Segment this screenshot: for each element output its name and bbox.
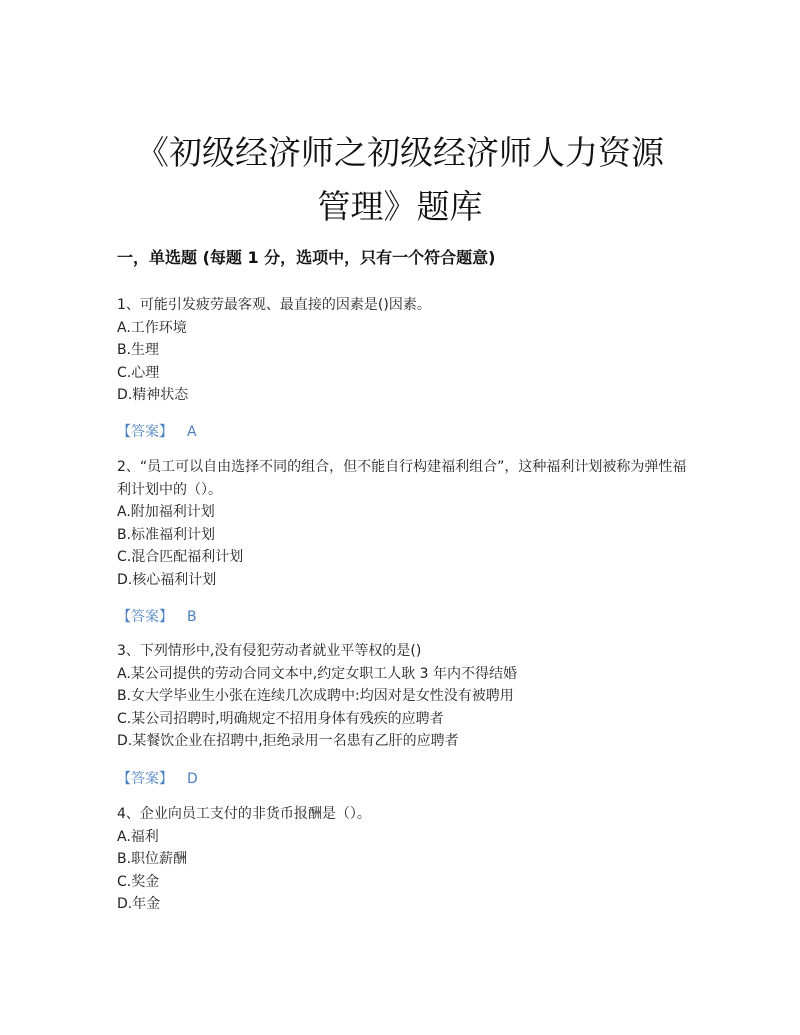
option-d: D.精神状态	[117, 387, 189, 403]
option-b: B.标准福利计划	[117, 526, 216, 543]
question-stem: 2、“员工可以自由选择不同的组合，但不能自行构建福利组合”，这种福利计划被称为弹性福利计划中的（）。	[117, 459, 687, 498]
answer-value: B	[187, 609, 197, 625]
section-heading: 一，单选题 (每题 1 分，选项中，只有一个符合题意)	[117, 248, 496, 267]
answer-value: A	[187, 424, 197, 440]
answer-label: 【答案】	[117, 609, 173, 625]
question-stem: 3、下列情形中,没有侵犯劳动者就业平等权的是()	[117, 643, 422, 659]
question-4	[117, 803, 692, 916]
answer-2	[117, 606, 197, 626]
answer-label: 【答案】	[117, 771, 173, 787]
answer-1	[117, 421, 197, 441]
option-d: D.年金	[117, 896, 161, 912]
option-a: A.福利	[117, 828, 159, 845]
option-a: A.附加福利计划	[117, 504, 215, 520]
option-c: C.奖金	[117, 873, 160, 890]
option-a: A.某公司提供的劳动合同文本中,约定女职工人耿 3 年内不得结婚	[117, 665, 518, 682]
question-1	[117, 294, 692, 407]
option-c: C.某公司招聘时,明确规定不招用身体有残疾的应聘者	[117, 710, 444, 727]
document-title	[100, 126, 700, 234]
option-b: B.生理	[117, 342, 160, 358]
option-b: B.职位薪酬	[117, 851, 188, 867]
answer-3	[117, 768, 198, 788]
question-stem: 1、可能引发疲劳最客观、最直接的因素是()因素。	[117, 297, 431, 313]
title-line-1: 《初级经济师之初级经济师人力资源	[136, 133, 664, 173]
option-a: A.工作环境	[117, 319, 187, 336]
title-line-2: 管理》题库	[317, 187, 483, 227]
question-2	[117, 456, 692, 591]
question-stem: 4、企业向员工支付的非货币报酬是（）。	[117, 806, 371, 822]
option-d: D.某餐饮企业在招聘中,拒绝录用一名患有乙肝的应聘者	[117, 733, 459, 749]
question-3	[117, 640, 692, 753]
answer-label: 【答案】	[117, 424, 173, 440]
answer-value: D	[187, 771, 198, 787]
option-c: C.心理	[117, 364, 160, 381]
option-b: B.女大学毕业生小张在连续几次成聘中:均因对是女性没有被聘用	[117, 688, 514, 704]
option-d: D.核心福利计划	[117, 571, 217, 588]
option-c: C.混合匹配福利计划	[117, 549, 244, 565]
